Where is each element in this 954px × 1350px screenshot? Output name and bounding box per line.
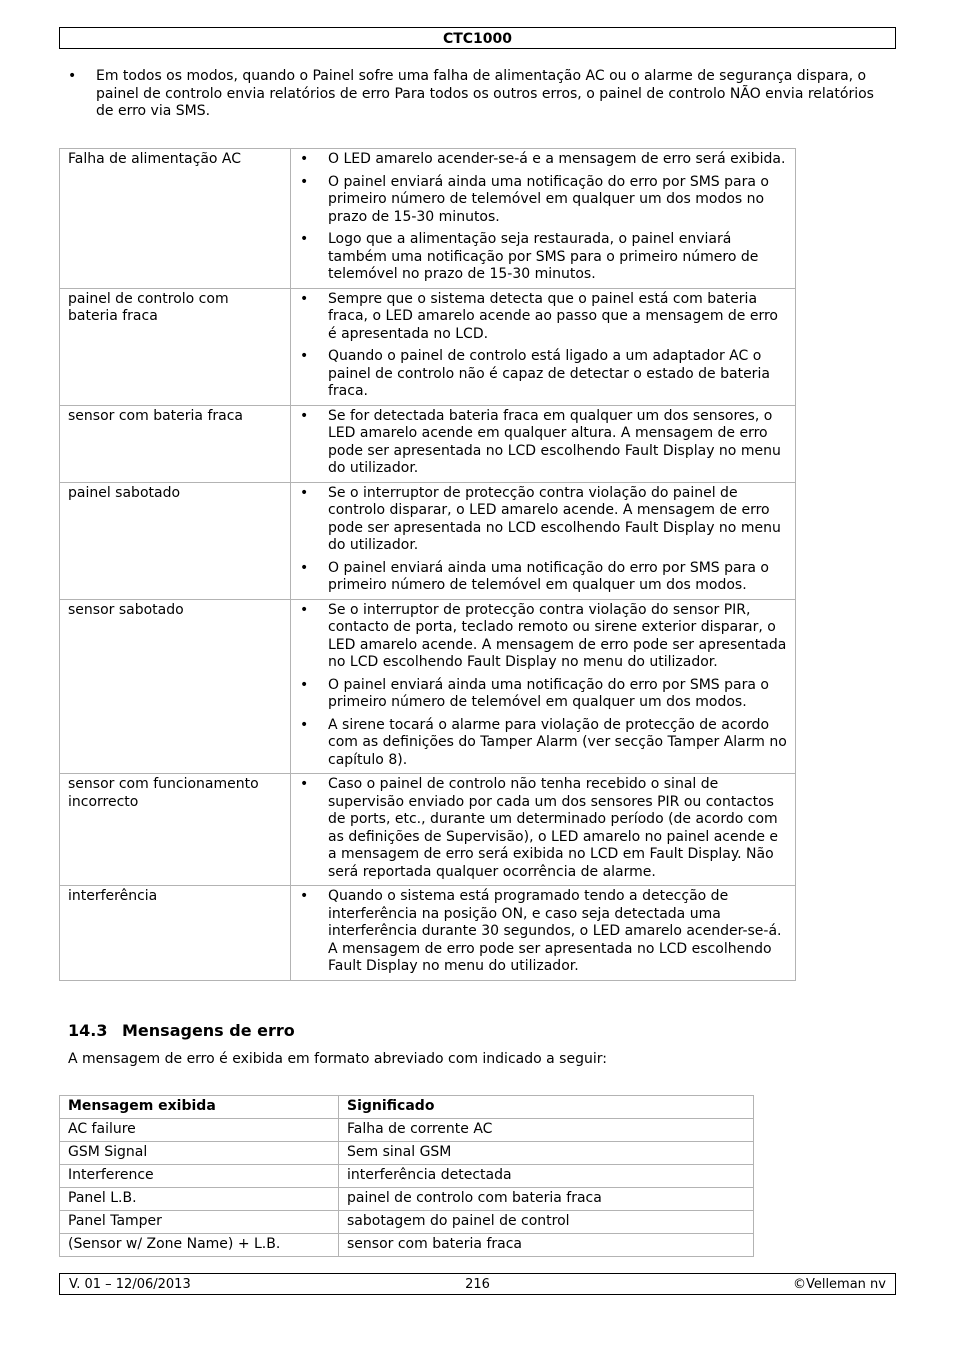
meaning-cell: painel de controlo com bateria fraca (339, 1188, 754, 1211)
bullet-list (299, 888, 787, 976)
fault-description (291, 482, 796, 599)
list-item: • Se o interruptor de protecção contra violação do painel de controlo disparar, o LED amarelo acende. A mensagem de erro pode ser apresentada no LCD escolhendo Fault Display no menu do utilizador. (299, 485, 787, 555)
table-row (60, 405, 796, 482)
bullet-list (299, 291, 787, 401)
fault-label: sensor com funcionamento incorrecto (60, 774, 291, 886)
message-table (59, 1095, 754, 1257)
doc-title: CTC1000 (442, 31, 513, 47)
list-item: • A sirene tocará o alarme para violação de protecção de acordo com as definições do Tamper Alarm (ver secção Tamper Alarm no capítulo 8). (299, 717, 787, 770)
table-row (60, 1142, 754, 1165)
message-cell: Interference (60, 1165, 339, 1188)
section-description: A mensagem de erro é exibida em formato abreviado com indicado a seguir: (68, 1051, 607, 1067)
intro-list (60, 68, 890, 121)
table-row (60, 886, 796, 981)
list-item: • Se for detectada bateria fraca em qualquer um dos sensores, o LED amarelo acende em qualquer altura. A mensagem de erro pode ser apresentada no LCD escolhendo Fault Display no menu do utilizador. (299, 408, 787, 478)
section-number: 14.3 (68, 1021, 108, 1040)
bullet-list (299, 602, 787, 770)
bullet-list (299, 408, 787, 478)
section-title: Mensagens de erro (122, 1021, 295, 1040)
fault-label: interferência (60, 886, 291, 981)
meaning-cell: sensor com bateria fraca (339, 1234, 754, 1257)
meaning-cell: sabotagem do painel de control (339, 1211, 754, 1234)
page-footer (59, 1273, 896, 1295)
intro-item: • Em todos os modos, quando o Painel sofre uma falha de alimentação AC ou o alarme de segurança dispara, o painel de controlo envia relatórios de erro Para todos os outros erros, o painel de controlo NÃO envia relatórios de erro via SMS. (60, 68, 890, 121)
table-row (60, 1119, 754, 1142)
list-item: • O painel enviará ainda uma notificação do erro por SMS para o primeiro número de telemóvel em qualquer um dos modos no prazo de 15-30 minutos. (299, 174, 787, 227)
fault-table (59, 148, 796, 981)
list-item: • Sempre que o sistema detecta que o painel está com bateria fraca, o LED amarelo acende ao passo que a mensagem de erro é apresentada no LCD. (299, 291, 787, 344)
col-header-message: Mensagem exibida (60, 1096, 339, 1119)
fault-description (291, 599, 796, 774)
meaning-cell: Falha de corrente AC (339, 1119, 754, 1142)
table-row (60, 774, 796, 886)
bullet-list (299, 485, 787, 595)
table-row (60, 149, 796, 289)
bullet-list (299, 776, 787, 881)
message-cell: AC failure (60, 1119, 339, 1142)
table-row (60, 1234, 754, 1257)
list-item: • O painel enviará ainda uma notificação do erro por SMS para o primeiro número de telemóvel em qualquer um dos modos. (299, 677, 787, 712)
fault-label: painel de controlo com bateria fraca (60, 288, 291, 405)
fault-label: sensor sabotado (60, 599, 291, 774)
message-cell: Panel L.B. (60, 1188, 339, 1211)
fault-description (291, 774, 796, 886)
bullet-list (299, 151, 787, 284)
message-cell: GSM Signal (60, 1142, 339, 1165)
footer-version: V. 01 – 12/06/2013 (69, 1277, 191, 1292)
footer-page-number: 216 (465, 1277, 490, 1292)
message-cell: Panel Tamper (60, 1211, 339, 1234)
table-header-row (60, 1096, 754, 1119)
fault-label: sensor com bateria fraca (60, 405, 291, 482)
meaning-cell: Sem sinal GSM (339, 1142, 754, 1165)
table-row (60, 599, 796, 774)
list-item: • Quando o sistema está programado tendo a detecção de interferência na posição ON, e caso seja detectada uma interferência durante 30 segundos, o LED amarelo acender-se-á. A mensagem de erro pode ser apresentada no LCD escolhendo Fault Display no menu do utilizador. (299, 888, 787, 976)
table-row (60, 1188, 754, 1211)
col-header-meaning: Significado (339, 1096, 754, 1119)
fault-label: painel sabotado (60, 482, 291, 599)
table-row (60, 1211, 754, 1234)
list-item: • Logo que a alimentação seja restaurada, o painel enviará também uma notificação por SMS para o primeiro número de telemóvel no prazo de 15-30 minutos. (299, 231, 787, 284)
section-heading (68, 1021, 295, 1040)
fault-description (291, 149, 796, 289)
table-row (60, 482, 796, 599)
page-header (59, 27, 896, 49)
message-cell: (Sensor w/ Zone Name) + L.B. (60, 1234, 339, 1257)
list-item: • Caso o painel de controlo não tenha recebido o sinal de supervisão enviado por cada um dos sensores PIR ou contactos de ports, etc., durante um determinado período (de acordo com as definições de Supervisão), o LED amarelo no painel acende e a mensagem de erro será exibida no LCD em Fault Display. Não será reportada qualquer ocorrência de alarme. (299, 776, 787, 881)
footer-copyright: ©Velleman nv (792, 1277, 886, 1292)
fault-description (291, 288, 796, 405)
table-row (60, 288, 796, 405)
list-item: • Quando o painel de controlo está ligado a um adaptador AC o painel de controlo não é capaz de detectar o estado de bateria fraca. (299, 348, 787, 401)
list-item: • O painel enviará ainda uma notificação do erro por SMS para o primeiro número de telemóvel em qualquer um dos modos. (299, 560, 787, 595)
fault-description (291, 886, 796, 981)
list-item: • O LED amarelo acender-se-á e a mensagem de erro será exibida. (299, 151, 787, 169)
fault-description (291, 405, 796, 482)
list-item: • Se o interruptor de protecção contra violação do sensor PIR, contacto de porta, teclado remoto ou sirene exterior disparar, o LED amarelo acende. A mensagem de erro pode ser apresentada no LCD escolhendo Fault Display no menu do utilizador. (299, 602, 787, 672)
table-row (60, 1165, 754, 1188)
meaning-cell: interferência detectada (339, 1165, 754, 1188)
fault-label: Falha de alimentação AC (60, 149, 291, 289)
